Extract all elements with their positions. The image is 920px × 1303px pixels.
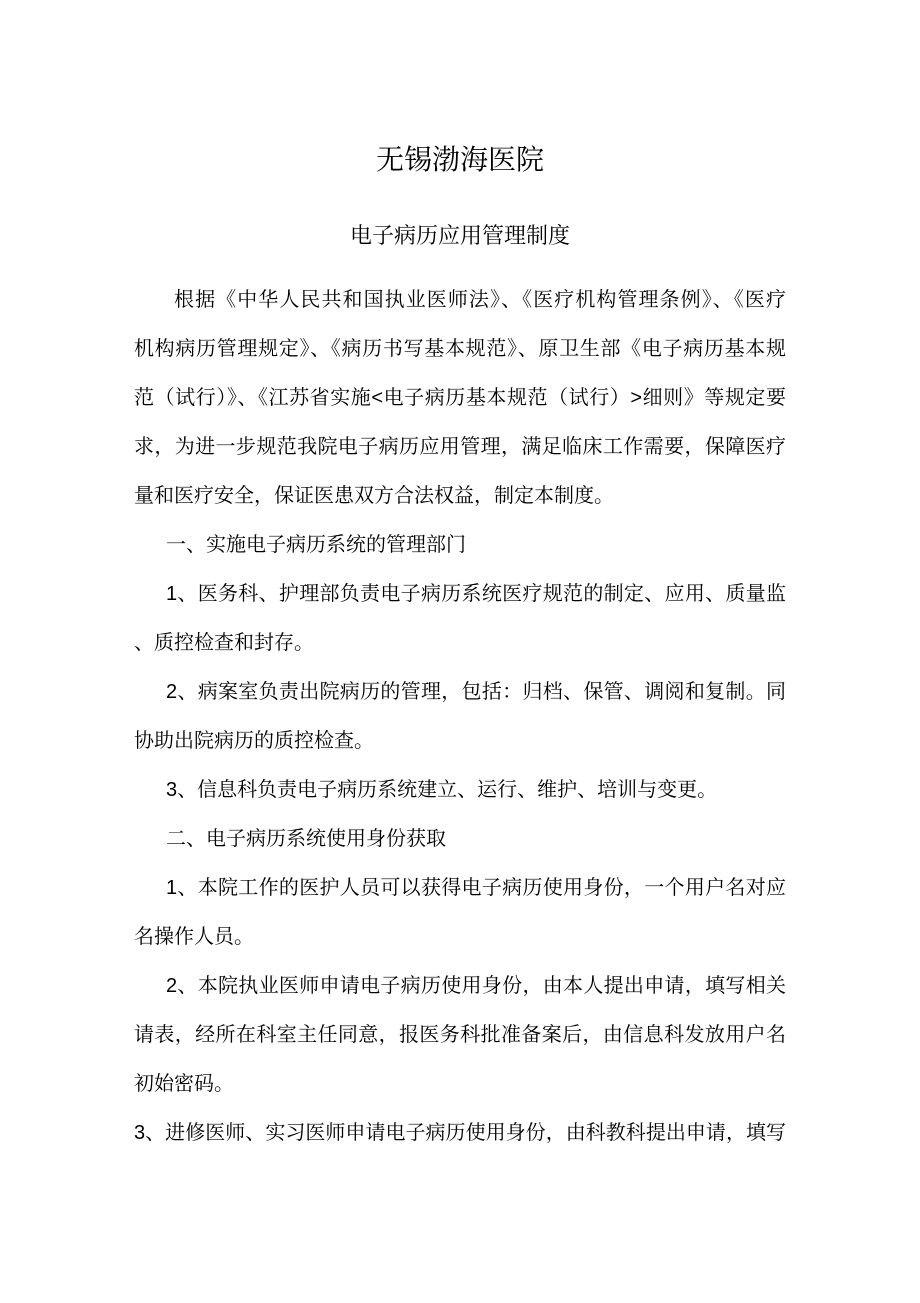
section-heading: 二、电子病历系统使用身份获取 bbox=[166, 828, 446, 850]
document-title: 无锡渤海医院 bbox=[375, 144, 544, 175]
paragraph-line: 1、本院工作的医护人员可以获得电子病历使用身份，一个用户名对应 bbox=[166, 877, 786, 899]
section-heading: 一、实施电子病历系统的管理部门 bbox=[166, 534, 466, 556]
paragraph-line: 量和医疗安全，保证医患双方合法权益，制定本制度。 bbox=[134, 485, 614, 507]
paragraph-line: 求，为进一步规范我院电子病历应用管理，满足临床工作需要，保障医疗 bbox=[134, 436, 786, 458]
paragraph-line: 机构病历管理规定》、《病历书写基本规范》、原卫生部《电子病历基本规 bbox=[134, 338, 786, 360]
document-subtitle: 电子病历应用管理制度 bbox=[349, 223, 570, 248]
paragraph-line: 名操作人员。 bbox=[134, 926, 254, 948]
paragraph-line: 请表，经所在科室主任同意，报医务科批准备案后，由信息科发放用户名 bbox=[134, 1024, 786, 1046]
paragraph-line: 3、进修医师、实习医师申请电子病历使用身份，由科教科提出申请，填写 bbox=[134, 1122, 786, 1144]
paragraph-line: 2、病案室负责出院病历的管理，包括：归档、保管、调阅和复制。同 bbox=[166, 681, 786, 703]
paragraph-line: 2、本院执业医师申请电子病历使用身份，由本人提出申请，填写相关 bbox=[166, 975, 786, 997]
document-body bbox=[134, 276, 786, 1158]
paragraph-line: 范（试行）》、《江苏省实施<电子病历基本规范（试行）>细则》等规定要 bbox=[134, 387, 786, 409]
paragraph-line: 根据《中华人民共和国执业医师法》、《医疗机构管理条例》、《医疗 bbox=[174, 289, 786, 311]
paragraph-line: 初始密码。 bbox=[134, 1073, 234, 1095]
paragraph-line: 、质控检查和封存。 bbox=[134, 632, 314, 654]
paragraph-line: 3、信息科负责电子病历系统建立、运行、维护、培训与变更。 bbox=[166, 779, 718, 801]
paragraph-line: 1、医务科、护理部负责电子病历系统医疗规范的制定、应用、质量监 bbox=[166, 583, 786, 605]
paragraph-line: 协助出院病历的质控检查。 bbox=[134, 730, 374, 752]
